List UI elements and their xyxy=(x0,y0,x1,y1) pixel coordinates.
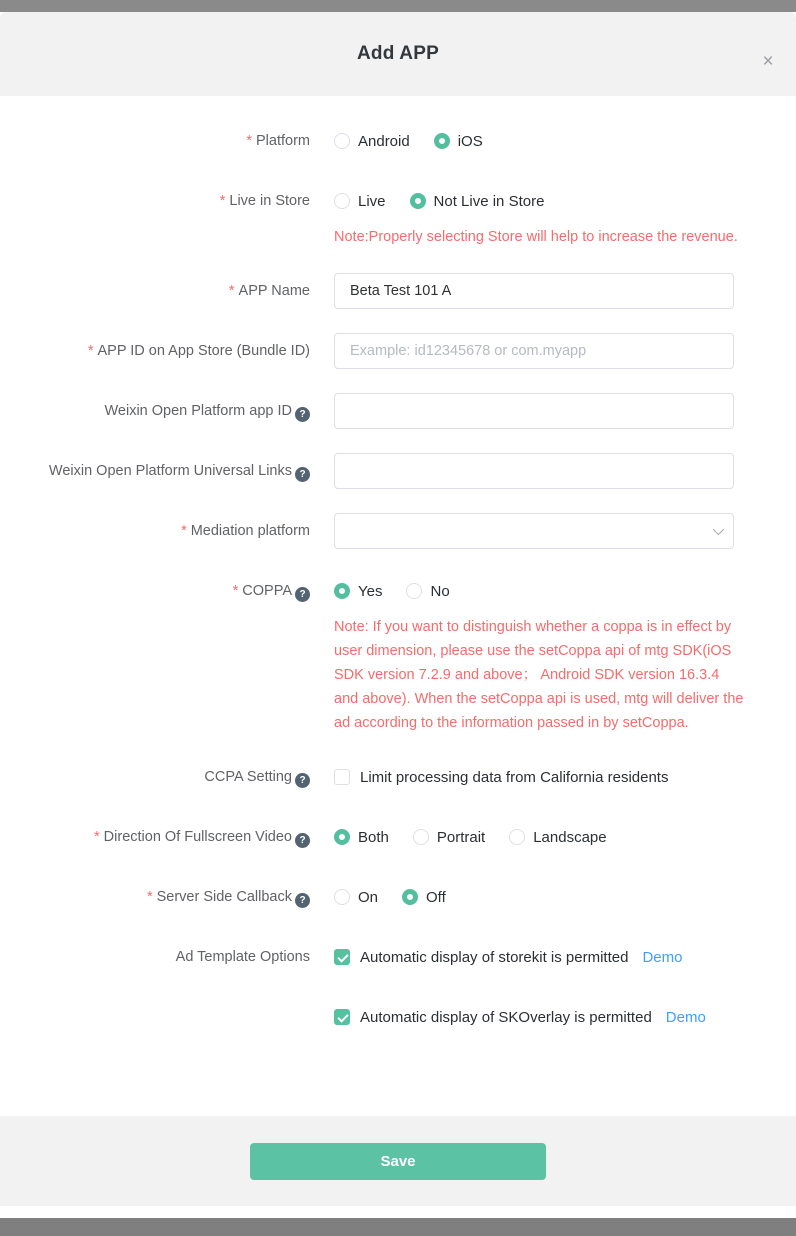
app-id-control xyxy=(334,333,796,369)
radio-portrait[interactable] xyxy=(413,829,485,846)
form-row-direction xyxy=(0,819,796,855)
close-icon[interactable]: × xyxy=(762,51,774,72)
required-marker: * xyxy=(219,193,226,209)
radio-label-coppa-no: No xyxy=(430,582,450,600)
coppa-label: * COPPA ? xyxy=(0,573,310,735)
radio-off[interactable] xyxy=(402,889,446,906)
form-row-mediation-platform xyxy=(0,513,796,549)
platform-radio-group xyxy=(334,123,796,159)
storekit-checkbox-checked[interactable] xyxy=(334,949,350,965)
ccpa-label: CCPA Setting ? xyxy=(0,759,310,795)
skoverlay-checkbox-checked[interactable] xyxy=(334,1009,350,1025)
form-row-ad-template xyxy=(0,939,796,1035)
required-marker: * xyxy=(146,889,153,905)
mediation-platform-control xyxy=(334,513,796,549)
radio-label-android: Android xyxy=(358,132,410,150)
help-icon[interactable]: ? xyxy=(295,467,310,482)
modal-body xyxy=(0,96,796,1059)
radio-label-ios: iOS xyxy=(457,132,483,150)
skoverlay-checkbox-label: Automatic display of SKOverlay is permitted xyxy=(360,1008,652,1026)
required-marker: * xyxy=(246,133,252,149)
radio-label-both: Both xyxy=(358,828,389,846)
help-icon[interactable]: ? xyxy=(295,587,310,602)
radio-icon-android[interactable] xyxy=(334,133,350,149)
radio-ios[interactable] xyxy=(434,133,483,150)
radio-icon-landscape[interactable] xyxy=(509,829,525,845)
required-marker: * xyxy=(87,343,94,359)
radio-icon-coppa-no[interactable] xyxy=(406,583,422,599)
coppa-control xyxy=(334,573,796,735)
platform-label: * Platform xyxy=(246,133,310,149)
direction-control xyxy=(334,819,796,855)
required-marker: * xyxy=(94,829,100,845)
radio-icon-live[interactable] xyxy=(334,193,350,209)
radio-icon-portrait[interactable] xyxy=(413,829,429,845)
radio-label-landscape: Landscape xyxy=(533,828,607,846)
weixin-universal-links-input[interactable] xyxy=(334,453,734,489)
weixin-app-id-control xyxy=(334,393,796,429)
form-row-server-callback xyxy=(0,879,796,915)
radio-label-on: On xyxy=(358,888,379,906)
ccpa-control xyxy=(334,759,796,795)
radio-coppa-no[interactable] xyxy=(406,583,449,600)
save-button[interactable]: Save xyxy=(250,1143,546,1180)
ad-template-label: Ad Template Options xyxy=(175,949,310,965)
radio-icon-coppa-yes-selected[interactable] xyxy=(334,583,350,599)
radio-label-portrait: Portrait xyxy=(436,828,486,846)
storekit-demo-link[interactable]: Demo xyxy=(642,948,683,966)
modal-header xyxy=(0,12,796,96)
radio-landscape[interactable] xyxy=(509,829,606,846)
form-row-platform xyxy=(0,123,796,159)
radio-android[interactable] xyxy=(334,133,410,150)
form-row-coppa xyxy=(0,573,796,735)
modal-footer xyxy=(0,1116,796,1206)
skoverlay-checkbox-row xyxy=(334,999,796,1035)
radio-not-live[interactable] xyxy=(410,193,545,210)
app-id-input[interactable] xyxy=(334,333,734,369)
radio-label-coppa-yes: Yes xyxy=(358,582,383,600)
platform-control xyxy=(334,123,796,159)
required-marker: * xyxy=(181,523,187,539)
ccpa-checkbox-row xyxy=(334,759,796,795)
storekit-checkbox-label: Automatic display of storekit is permitted xyxy=(360,948,629,966)
app-name-input[interactable] xyxy=(334,273,734,309)
radio-on[interactable] xyxy=(334,889,378,906)
coppa-radio-group xyxy=(334,573,796,609)
mediation-platform-label: * Mediation platform xyxy=(181,523,310,539)
form-row-weixin-universal-links xyxy=(0,453,796,489)
skoverlay-demo-link[interactable]: Demo xyxy=(665,1008,706,1026)
live-in-store-label: * Live in Store xyxy=(219,193,310,209)
radio-label-not-live: Not Live in Store xyxy=(433,192,545,210)
direction-radio-group xyxy=(334,819,796,855)
radio-label-live: Live xyxy=(358,192,386,210)
server-callback-control xyxy=(334,879,796,915)
server-callback-radio-group xyxy=(334,879,796,915)
backdrop-bottom-bar xyxy=(0,1218,796,1236)
mediation-platform-select[interactable] xyxy=(334,513,734,549)
form-row-ccpa xyxy=(0,759,796,795)
radio-coppa-yes[interactable] xyxy=(334,583,382,600)
radio-both[interactable] xyxy=(334,829,389,846)
required-marker: * xyxy=(228,283,235,299)
weixin-app-id-input[interactable] xyxy=(334,393,734,429)
server-callback-label: * Server Side Callback ? xyxy=(0,879,310,915)
weixin-app-id-label: Weixin Open Platform app ID ? xyxy=(0,393,310,429)
radio-icon-on[interactable] xyxy=(334,889,350,905)
form-row-weixin-app-id xyxy=(0,393,796,429)
required-marker: * xyxy=(232,583,239,599)
radio-label-off: Off xyxy=(426,888,446,906)
form-row-app-name xyxy=(0,273,796,309)
form-row-live-in-store xyxy=(0,183,796,249)
coppa-note: Note: If you want to distinguish whether a coppa is in effect by user dimension, please use the setCoppa api of mtg SDK(iOS SDK version 7.2.9 and above； Android SDK version 16.3.4 and above). When the setCoppa api is used, mtg will deliver the ad according to the information passed in by setCoppa. xyxy=(334,619,744,731)
storekit-checkbox-row xyxy=(334,939,796,975)
backdrop-top-bar xyxy=(0,0,796,12)
help-icon[interactable]: ? xyxy=(295,407,310,422)
weixin-universal-links-control xyxy=(334,453,796,489)
help-icon[interactable]: ? xyxy=(295,893,310,908)
radio-icon-ios-selected[interactable] xyxy=(434,133,450,149)
app-id-label: * APP ID on App Store (Bundle ID) xyxy=(87,343,310,359)
help-icon[interactable]: ? xyxy=(295,833,310,848)
ad-template-control xyxy=(334,939,796,1035)
live-in-store-note: Note:Properly selecting Store will help to increase the revenue. xyxy=(334,229,738,245)
ccpa-checkbox[interactable] xyxy=(334,769,350,785)
radio-icon-off-selected[interactable] xyxy=(402,889,418,905)
add-app-modal xyxy=(0,12,796,1218)
app-name-control xyxy=(334,273,796,309)
help-icon[interactable]: ? xyxy=(295,773,310,788)
radio-icon-both-selected[interactable] xyxy=(334,829,350,845)
live-in-store-control xyxy=(334,183,796,249)
form-row-app-id xyxy=(0,333,796,369)
radio-icon-not-live-selected[interactable] xyxy=(410,193,426,209)
chevron-down-icon xyxy=(713,524,724,535)
app-name-label: * APP Name xyxy=(228,283,310,299)
live-in-store-radio-group xyxy=(334,183,796,219)
ccpa-checkbox-label: Limit processing data from California residents xyxy=(360,768,669,786)
modal-title: Add APP xyxy=(357,43,439,64)
direction-label: * Direction Of Fullscreen Video ? xyxy=(0,819,310,855)
radio-live[interactable] xyxy=(334,193,386,210)
weixin-universal-links-label: Weixin Open Platform Universal Links ? xyxy=(0,453,310,489)
